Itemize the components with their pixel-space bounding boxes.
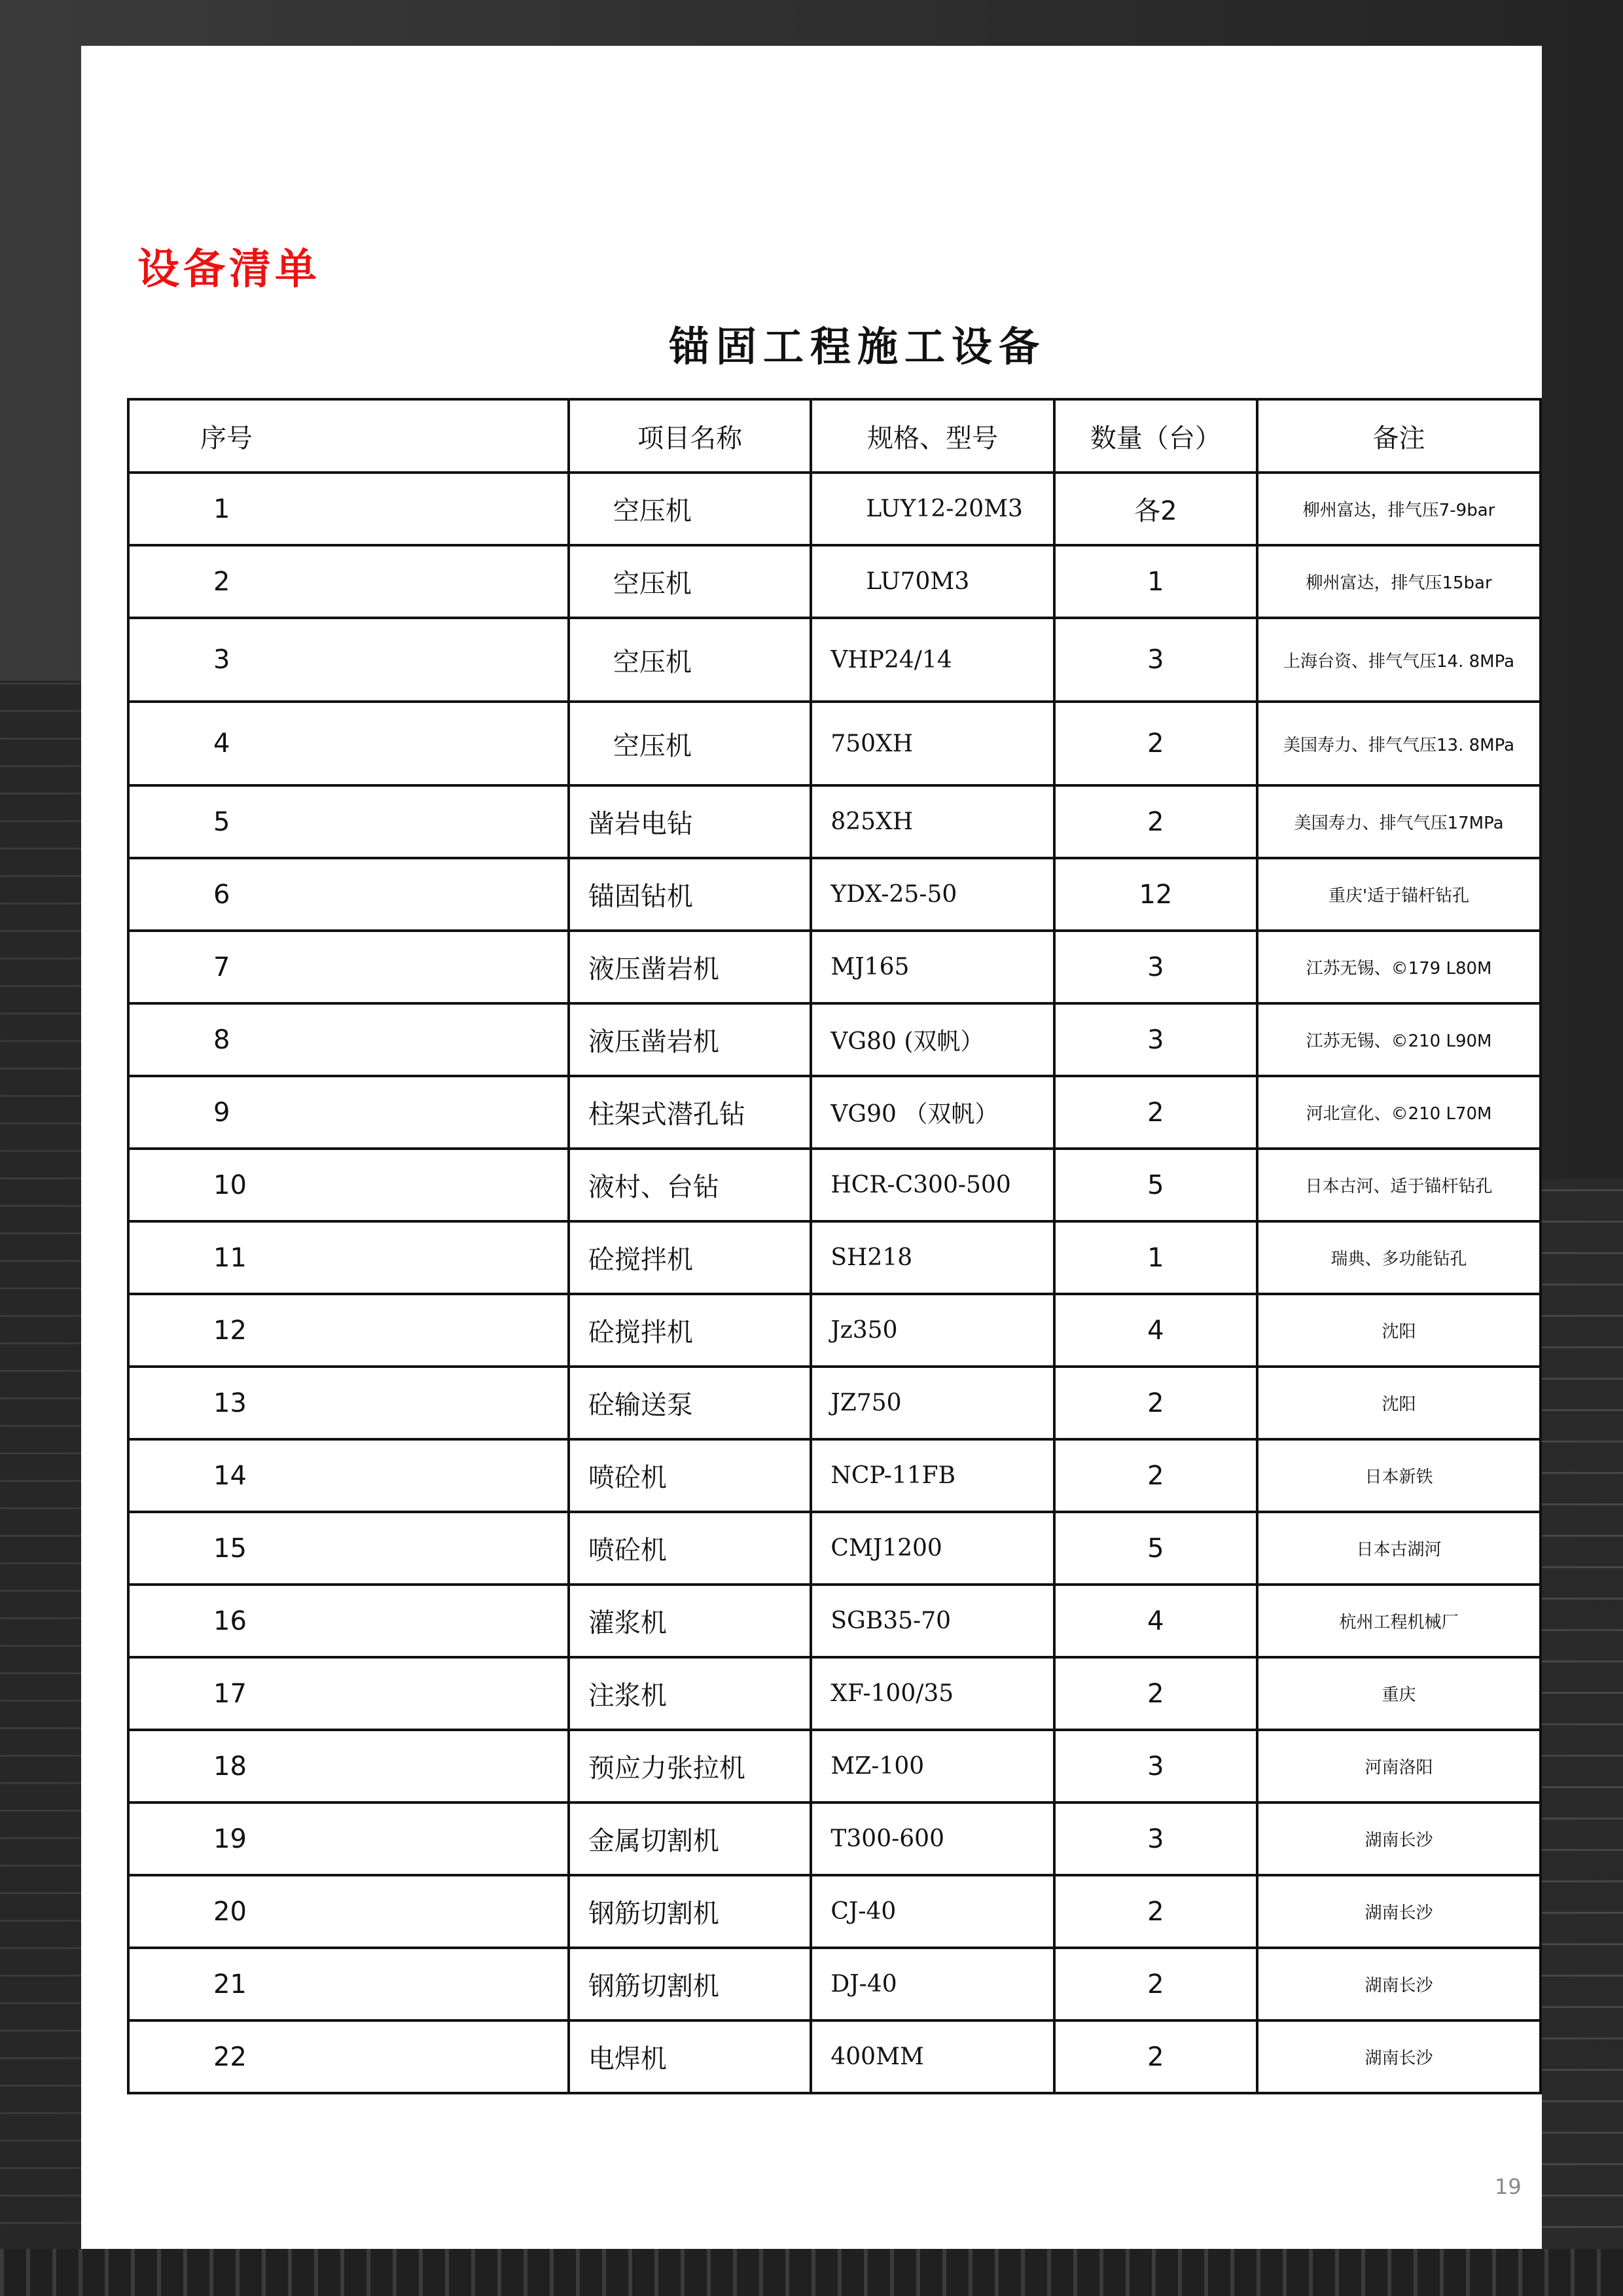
row-number: 18 xyxy=(128,1730,569,1803)
row-item-name: 锚固钻机 xyxy=(569,858,812,931)
row-quantity: 1 xyxy=(1054,545,1257,618)
row-spec: VG90 （双帆） xyxy=(811,1076,1054,1149)
row-spec: VHP24/14 xyxy=(811,618,1054,702)
row-item-name: 砼输送泵 xyxy=(569,1367,812,1439)
row-item-name: 液压凿岩机 xyxy=(569,1003,812,1076)
row-item-name: 空压机 xyxy=(569,618,812,702)
row-spec: CMJ1200 xyxy=(811,1512,1054,1585)
row-item-name: 电焊机 xyxy=(569,2020,812,2093)
row-quantity: 2 xyxy=(1054,1367,1257,1439)
table-row xyxy=(128,702,1541,785)
table-row xyxy=(128,858,1541,931)
header-no: 序号 xyxy=(128,399,569,473)
row-item-name: 钢筋切割机 xyxy=(569,1948,812,2020)
background-building-right xyxy=(1542,1178,1623,2291)
row-spec: YDX-25-50 xyxy=(811,858,1054,931)
header-spec: 规格、型号 xyxy=(811,399,1054,473)
row-item-name: 砼搅拌机 xyxy=(569,1294,812,1367)
row-spec: SGB35-70 xyxy=(811,1585,1054,1657)
row-note: 日本古河、适于锚杆钻孔 xyxy=(1257,1149,1541,1221)
row-quantity: 2 xyxy=(1054,1875,1257,1948)
row-note: 江苏无锡、©179 L80M xyxy=(1257,931,1541,1003)
row-number: 19 xyxy=(128,1803,569,1875)
row-item-name: 凿岩电钻 xyxy=(569,785,812,858)
row-quantity: 2 xyxy=(1054,1076,1257,1149)
table-row xyxy=(128,1003,1541,1076)
row-quantity: 4 xyxy=(1054,1294,1257,1367)
document-page xyxy=(81,46,1542,2249)
table-row xyxy=(128,1076,1541,1149)
row-number: 15 xyxy=(128,1512,569,1585)
row-item-name: 注浆机 xyxy=(569,1657,812,1730)
row-number: 13 xyxy=(128,1367,569,1439)
row-quantity: 3 xyxy=(1054,931,1257,1003)
table-row xyxy=(128,1585,1541,1657)
row-spec: LUY12-20M3 xyxy=(811,473,1054,545)
row-number: 3 xyxy=(128,618,569,702)
row-spec: 825XH xyxy=(811,785,1054,858)
background-street xyxy=(0,2249,1623,2296)
table-row xyxy=(128,2020,1541,2093)
header-note: 备注 xyxy=(1257,399,1541,473)
row-number: 22 xyxy=(128,2020,569,2093)
table-row xyxy=(128,1657,1541,1730)
row-number: 4 xyxy=(128,702,569,785)
table-row xyxy=(128,1948,1541,2020)
row-item-name: 喷砼机 xyxy=(569,1512,812,1585)
row-number: 7 xyxy=(128,931,569,1003)
table-row xyxy=(128,473,1541,545)
row-note: 上海台资、排气气压14. 8MPa xyxy=(1257,618,1541,702)
row-spec: LU70M3 xyxy=(811,545,1054,618)
row-note: 日本古湖河 xyxy=(1257,1512,1541,1585)
row-quantity: 3 xyxy=(1054,1003,1257,1076)
row-spec: SH218 xyxy=(811,1221,1054,1294)
row-note: 沈阳 xyxy=(1257,1294,1541,1367)
page-number: 19 xyxy=(1495,2174,1522,2199)
row-spec: T300-600 xyxy=(811,1803,1054,1875)
row-item-name: 液压凿岩机 xyxy=(569,931,812,1003)
row-number: 20 xyxy=(128,1875,569,1948)
row-number: 16 xyxy=(128,1585,569,1657)
row-spec: MZ-100 xyxy=(811,1730,1054,1803)
row-number: 10 xyxy=(128,1149,569,1221)
row-item-name: 预应力张拉机 xyxy=(569,1730,812,1803)
row-note: 重庆 xyxy=(1257,1657,1541,1730)
row-spec: JZ750 xyxy=(811,1367,1054,1439)
row-spec: 750XH xyxy=(811,702,1054,785)
row-spec: Jz350 xyxy=(811,1294,1054,1367)
table-body xyxy=(128,473,1541,2093)
row-number: 8 xyxy=(128,1003,569,1076)
table-header-row xyxy=(128,399,1541,473)
table-row xyxy=(128,1875,1541,1948)
row-item-name: 喷砼机 xyxy=(569,1439,812,1512)
table-title: 锚固工程施工设备 xyxy=(668,323,1046,370)
row-note: 河南洛阳 xyxy=(1257,1730,1541,1803)
row-quantity: 5 xyxy=(1054,1149,1257,1221)
row-note: 重庆'适于锚杆钻孔 xyxy=(1257,858,1541,931)
row-note: 湖南长沙 xyxy=(1257,1875,1541,1948)
row-quantity: 2 xyxy=(1054,702,1257,785)
table-row xyxy=(128,1803,1541,1875)
row-spec: 400MM xyxy=(811,2020,1054,2093)
row-note: 柳州富达，排气压15bar xyxy=(1257,545,1541,618)
row-quantity: 2 xyxy=(1054,2020,1257,2093)
table-row xyxy=(128,1221,1541,1294)
row-quantity: 3 xyxy=(1054,1803,1257,1875)
row-spec: CJ-40 xyxy=(811,1875,1054,1948)
row-item-name: 液村、台钻 xyxy=(569,1149,812,1221)
row-note: 美国寿力、排气气压13. 8MPa xyxy=(1257,702,1541,785)
row-number: 2 xyxy=(128,545,569,618)
row-quantity: 12 xyxy=(1054,858,1257,931)
table-row xyxy=(128,1149,1541,1221)
background-building-left xyxy=(0,681,81,2251)
table-row xyxy=(128,931,1541,1003)
row-note: 湖南长沙 xyxy=(1257,2020,1541,2093)
row-item-name: 空压机 xyxy=(569,545,812,618)
row-note: 沈阳 xyxy=(1257,1367,1541,1439)
row-quantity: 3 xyxy=(1054,1730,1257,1803)
row-number: 21 xyxy=(128,1948,569,2020)
row-quantity: 2 xyxy=(1054,1657,1257,1730)
row-note: 瑞典、多功能钻孔 xyxy=(1257,1221,1541,1294)
row-item-name: 金属切割机 xyxy=(569,1803,812,1875)
row-number: 14 xyxy=(128,1439,569,1512)
header-qty: 数量（台） xyxy=(1054,399,1257,473)
row-quantity: 2 xyxy=(1054,1439,1257,1512)
row-number: 11 xyxy=(128,1221,569,1294)
row-note: 日本新铁 xyxy=(1257,1439,1541,1512)
table-row xyxy=(128,545,1541,618)
row-item-name: 柱架式潜孔钻 xyxy=(569,1076,812,1149)
row-item-name: 砼搅拌机 xyxy=(569,1221,812,1294)
row-note: 美国寿力、排气气压17MPa xyxy=(1257,785,1541,858)
table-row xyxy=(128,1730,1541,1803)
row-number: 9 xyxy=(128,1076,569,1149)
row-number: 17 xyxy=(128,1657,569,1730)
section-title: 设备清单 xyxy=(137,245,321,294)
equipment-table xyxy=(127,398,1542,2094)
row-item-name: 空压机 xyxy=(569,473,812,545)
row-spec: XF-100/35 xyxy=(811,1657,1054,1730)
table-row xyxy=(128,1294,1541,1367)
row-quantity: 5 xyxy=(1054,1512,1257,1585)
row-note: 杭州工程机械厂 xyxy=(1257,1585,1541,1657)
row-note: 湖南长沙 xyxy=(1257,1948,1541,2020)
row-number: 5 xyxy=(128,785,569,858)
row-spec: DJ-40 xyxy=(811,1948,1054,2020)
row-note: 河北宣化、©210 L70M xyxy=(1257,1076,1541,1149)
row-quantity: 3 xyxy=(1054,618,1257,702)
table-row xyxy=(128,1367,1541,1439)
row-quantity: 2 xyxy=(1054,1948,1257,2020)
row-note: 江苏无锡、©210 L90M xyxy=(1257,1003,1541,1076)
table-row xyxy=(128,1512,1541,1585)
row-number: 12 xyxy=(128,1294,569,1367)
row-item-name: 钢筋切割机 xyxy=(569,1875,812,1948)
row-item-name: 空压机 xyxy=(569,702,812,785)
row-spec: VG80 (双帆） xyxy=(811,1003,1054,1076)
row-note: 湖南长沙 xyxy=(1257,1803,1541,1875)
row-quantity: 各2 xyxy=(1054,473,1257,545)
row-number: 6 xyxy=(128,858,569,931)
row-spec: NCP-11FB xyxy=(811,1439,1054,1512)
row-note: 柳州富达，排气压7-9bar xyxy=(1257,473,1541,545)
row-item-name: 灌浆机 xyxy=(569,1585,812,1657)
row-quantity: 2 xyxy=(1054,785,1257,858)
row-quantity: 1 xyxy=(1054,1221,1257,1294)
row-spec: HCR-C300-500 xyxy=(811,1149,1054,1221)
table-row xyxy=(128,785,1541,858)
table-row xyxy=(128,1439,1541,1512)
table-row xyxy=(128,618,1541,702)
row-number: 1 xyxy=(128,473,569,545)
row-spec: MJ165 xyxy=(811,931,1054,1003)
header-name: 项目名称 xyxy=(569,399,812,473)
row-quantity: 4 xyxy=(1054,1585,1257,1657)
